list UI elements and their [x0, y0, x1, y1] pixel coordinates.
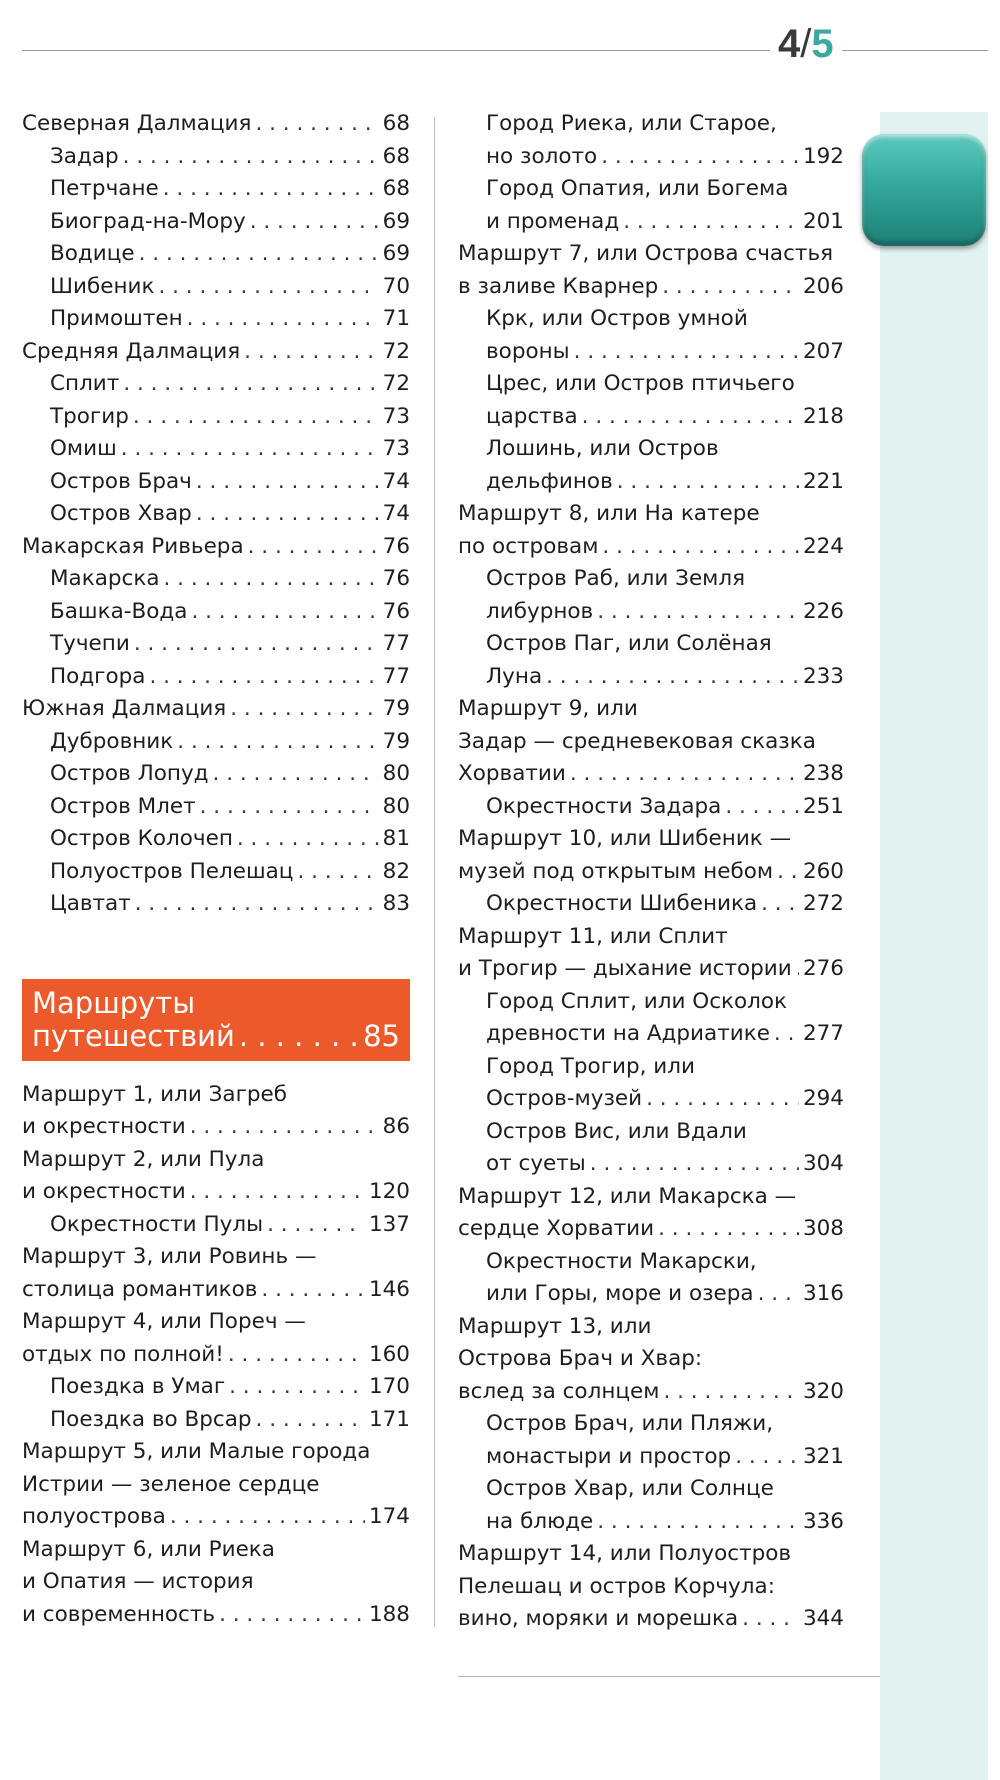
- toc-entry-title-line: сердце Хорватии: [458, 1216, 655, 1241]
- toc-page-number: 192: [802, 143, 844, 169]
- toc-entry[interactable]: [22, 1306, 410, 1371]
- toc-leader: [187, 303, 379, 336]
- toc-entry-title-line: Город Опатия, или Богема: [486, 176, 789, 201]
- toc-page-number: 120: [368, 1179, 410, 1204]
- toc-page-number: 72: [382, 371, 410, 396]
- toc-entry-title-line: Маршрут 1, или Загреб: [22, 1081, 288, 1107]
- toc-entry-title-line: Северная Далмация: [22, 111, 252, 136]
- toc-entry-title-line: Маршрут 14, или Полуостров: [458, 1541, 792, 1566]
- toc-page-number: 272: [802, 891, 844, 916]
- toc-entry[interactable]: [458, 368, 844, 433]
- toc-leader: [574, 336, 799, 369]
- toc-entry-title-line: Задар — средневековая сказка: [458, 728, 816, 754]
- toc-entry-title-line: или Горы, море и озера: [486, 1281, 754, 1306]
- toc-page-number: 73: [382, 403, 410, 429]
- toc-entry[interactable]: [458, 921, 844, 986]
- toc-page-number: 69: [382, 208, 410, 234]
- toc-leader: [244, 336, 378, 369]
- toc-entry-title-line: Дубровник: [50, 728, 174, 754]
- toc-entry[interactable]: [458, 888, 844, 921]
- toc-entry[interactable]: [22, 1534, 410, 1632]
- toc-leader: [777, 856, 799, 889]
- toc-entry-title-line: Пелешац и остров Корчула:: [458, 1573, 775, 1599]
- toc-leader: [177, 726, 378, 759]
- toc-page-number: 146: [368, 1276, 410, 1302]
- footer-rule: [458, 1676, 880, 1677]
- page-total: 5: [811, 22, 834, 66]
- section-title-line: Маршруты: [32, 985, 196, 1020]
- toc-entry-title-line: Примоштен: [50, 306, 183, 331]
- toc-leader: [261, 1274, 365, 1307]
- toc-page-number: 77: [382, 631, 410, 656]
- toc-leader: [196, 498, 379, 531]
- toc-page-number: 68: [382, 143, 410, 169]
- toc-entry-title-line: вино, моряки и морешка: [458, 1606, 739, 1631]
- toc-leader: [570, 758, 799, 791]
- toc-entry[interactable]: [458, 1473, 844, 1538]
- toc-page-number: 276: [802, 956, 844, 981]
- toc-page-number: 174: [368, 1504, 410, 1529]
- toc-leader: [239, 1020, 359, 1053]
- toc-entry-title-line: Остров Брач, или Пляжи,: [486, 1411, 774, 1436]
- toc-entry-title-line: Город Трогир, или: [486, 1053, 695, 1079]
- toc-entry[interactable]: [22, 173, 410, 206]
- toc-page-number: 304: [802, 1151, 844, 1176]
- toc-leader: [228, 1339, 365, 1372]
- toc-page-number: 80: [382, 761, 410, 786]
- toc-entry-title-line: Окрестности Макарски,: [486, 1248, 757, 1274]
- toc-leader: [617, 466, 799, 499]
- toc-entry[interactable]: [458, 1408, 844, 1473]
- toc-right-entries: [458, 108, 844, 1636]
- toc-leader: [663, 1376, 798, 1409]
- toc-page-number: 221: [802, 468, 844, 494]
- section-page-number: 85: [363, 1018, 400, 1053]
- toc-leader: [646, 1083, 799, 1116]
- toc-entry[interactable]: [22, 628, 410, 661]
- toc-entry-title-line: Макарская Ривьера: [22, 533, 244, 559]
- toc-entry-title-line: Остров Паг, или Солёная: [486, 631, 772, 656]
- toc-leader: [590, 1148, 799, 1181]
- toc-entry-title-line: Южная Далмация: [22, 696, 227, 721]
- toc-entry-title-line: Остров Лопуд: [50, 761, 209, 786]
- toc-page-number: 68: [382, 176, 410, 201]
- toc-page-number: 207: [802, 338, 844, 364]
- toc-page-number: 316: [802, 1281, 844, 1306]
- toc-entry[interactable]: [22, 531, 410, 564]
- toc-entry-title-line: Маршрут 5, или Малые города: [22, 1439, 371, 1464]
- toc-entry[interactable]: [458, 433, 844, 498]
- toc-leader: [229, 1371, 365, 1404]
- toc-entry-title-line: и окрестности: [22, 1179, 186, 1204]
- toc-entry-title-line: Остров Брач: [50, 468, 192, 494]
- toc-leader: [163, 173, 379, 206]
- toc-leader: [196, 466, 379, 499]
- toc-entry-title-line: Лошинь, или Остров: [486, 436, 719, 461]
- toc-entry[interactable]: [22, 823, 410, 856]
- toc-entry-title-line: Остров Хвар: [50, 501, 192, 526]
- toc-page-number: 79: [382, 728, 410, 754]
- toc-page-number: 233: [802, 663, 844, 689]
- toc-entry[interactable]: [458, 498, 844, 563]
- toc-entry-title-line: вороны: [486, 338, 570, 364]
- toc-page-number: 171: [368, 1406, 410, 1432]
- toc-entry[interactable]: [458, 1311, 844, 1409]
- toc-leader: [190, 1111, 379, 1144]
- chapter-tab-button[interactable]: [862, 134, 986, 246]
- toc-leader: [662, 271, 799, 304]
- toc-entry-title-line: Окрестности Задара: [486, 793, 722, 819]
- toc-entry-title-line: монастыри и простор: [486, 1443, 732, 1469]
- toc-leader: [149, 661, 378, 694]
- toc-leader: [725, 791, 799, 824]
- toc-entry-title-line: Остров Колочеп: [50, 826, 233, 851]
- toc-entry-title-line: Маршрут 12, или Макарска —: [458, 1183, 797, 1209]
- toc-entry[interactable]: [458, 563, 844, 628]
- toc-entry-title-line: по островам: [458, 533, 599, 559]
- toc-leader: [213, 758, 379, 791]
- toc-page-number: 321: [802, 1443, 844, 1469]
- toc-page-number: 188: [368, 1601, 410, 1627]
- toc-entry[interactable]: [458, 1051, 844, 1116]
- toc-leader: [164, 563, 379, 596]
- toc-entry[interactable]: [458, 173, 844, 238]
- toc-entry-title-line: Поездка в Умаг: [50, 1374, 226, 1399]
- toc-entry[interactable]: [22, 206, 410, 239]
- toc-entry-title-line: Маршрут 10, или Шибеник —: [458, 826, 792, 851]
- toc-page-number: 201: [802, 208, 844, 234]
- toc-entry[interactable]: [22, 563, 410, 596]
- toc-entry-title-line: Маршрут 11, или Сплит: [458, 923, 728, 949]
- toc-entry[interactable]: [22, 726, 410, 759]
- toc-entry-title-line: Окрестности Пулы: [50, 1211, 264, 1237]
- toc-page-number: 320: [802, 1378, 844, 1404]
- toc-entry[interactable]: [22, 1079, 410, 1144]
- toc-page-number: 83: [382, 891, 410, 916]
- toc-entry[interactable]: [22, 401, 410, 434]
- toc-left-entries: [22, 108, 410, 921]
- toc-leader: [230, 693, 378, 726]
- toc-entry-title-line: Хорватии: [458, 761, 566, 786]
- toc-entry-title-line: Маршрут 3, или Ровинь —: [22, 1244, 317, 1269]
- toc-page-number: 308: [802, 1216, 844, 1241]
- toc-leader: [250, 206, 379, 239]
- toc-page-number: 77: [382, 663, 410, 689]
- toc-entry-title-line: Крк, или Остров умной: [486, 306, 748, 331]
- toc-entry-title-line: Водице: [50, 241, 135, 266]
- toc-entry-title-line: Црес, или Остров птичьего: [486, 371, 795, 396]
- page-current: 4: [778, 22, 801, 66]
- toc-entry-title-line: Город Риека, или Старое,: [486, 111, 777, 136]
- toc-left-column: [22, 108, 410, 1631]
- toc-entry-title-line: царства: [486, 403, 578, 429]
- toc-leader: [267, 1209, 365, 1242]
- toc-entry-title-line: Окрестности Шибеника: [486, 891, 758, 916]
- toc-entry-title-line: Трогир: [50, 403, 129, 429]
- toc-leader: [135, 888, 379, 921]
- toc-page-number: 73: [382, 436, 410, 461]
- toc-entry[interactable]: [22, 1371, 410, 1404]
- toc-left-routes: [22, 1079, 410, 1632]
- toc-entry[interactable]: [22, 108, 410, 141]
- toc-entry[interactable]: [458, 238, 844, 303]
- toc-entry-title-line: вслед за солнцем: [458, 1378, 660, 1404]
- toc-entry-title-line: Шибеник: [50, 273, 155, 299]
- section-header-routes[interactable]: [22, 979, 410, 1061]
- toc-entry[interactable]: [22, 498, 410, 531]
- toc-page-number: 170: [368, 1374, 410, 1399]
- page-indicator: [770, 20, 842, 68]
- toc-page-number: 71: [382, 306, 410, 331]
- toc-entry[interactable]: [458, 693, 844, 791]
- toc-leader: [623, 206, 799, 239]
- toc-leader: [597, 596, 799, 629]
- toc-page-number: 79: [382, 696, 410, 721]
- toc-page-number: 82: [382, 858, 410, 884]
- toc-leader: [190, 1176, 365, 1209]
- toc-entry[interactable]: [22, 693, 410, 726]
- toc-page-number: 86: [382, 1114, 410, 1139]
- toc-entry-title-line: Маршрут 9, или: [458, 696, 638, 721]
- toc-page-number: 260: [802, 858, 844, 884]
- toc-right-column: [458, 108, 844, 1636]
- toc-entry-title-line: древности на Адриатике: [486, 1021, 770, 1046]
- toc-leader: [248, 531, 379, 564]
- toc-entry-title-line: Истрии — зеленое сердце: [22, 1471, 320, 1497]
- toc-leader: [237, 823, 379, 856]
- toc-page-number: 74: [382, 468, 410, 494]
- toc-entry[interactable]: [22, 141, 410, 174]
- toc-page-number: 76: [382, 533, 410, 559]
- toc-entry[interactable]: [22, 1241, 410, 1306]
- toc-entry-title-line: Маршрут 4, или Пореч —: [22, 1309, 306, 1334]
- toc-page-number: 336: [802, 1508, 844, 1534]
- toc-leader: [742, 1603, 799, 1636]
- toc-leader: [256, 1404, 365, 1437]
- toc-page-number: 76: [382, 566, 410, 591]
- toc-entry[interactable]: [22, 238, 410, 271]
- toc-entry-title-line: Луна: [486, 663, 543, 689]
- toc-leader: [123, 368, 378, 401]
- toc-page-number: 226: [802, 598, 844, 624]
- toc-entry-title-line: Острова Брач и Хвар:: [458, 1346, 703, 1371]
- toc-leader: [134, 628, 379, 661]
- toc-entry[interactable]: [458, 628, 844, 693]
- toc-entry-title-line: и окрестности: [22, 1114, 186, 1139]
- toc-entry-title-line: и променад: [486, 208, 620, 234]
- toc-entry-title-line: в заливе Кварнер: [458, 273, 659, 299]
- toc-leader: [796, 953, 799, 986]
- toc-entry-title-line: и Опатия — история: [22, 1569, 254, 1594]
- toc-entry[interactable]: [22, 1436, 410, 1534]
- toc-entry-title-line: либурнов: [486, 598, 594, 624]
- toc-entry[interactable]: [22, 596, 410, 629]
- toc-entry-title-line: дельфинов: [486, 468, 613, 494]
- toc-page-number: 80: [382, 793, 410, 819]
- toc-entry-title-line: Цавтат: [50, 891, 131, 916]
- toc-page-number: 206: [802, 273, 844, 299]
- toc-entry-title-line: Маршрут 2, или Пула: [22, 1146, 265, 1172]
- toc-entry-title-line: Остров Вис, или Вдали: [486, 1118, 747, 1144]
- toc-entry[interactable]: [458, 303, 844, 368]
- toc-entry-title-line: Петрчане: [50, 176, 159, 201]
- toc-entry-title-line: Тучепи: [50, 631, 130, 656]
- toc-leader: [735, 1441, 799, 1474]
- toc-page-number: 224: [802, 533, 844, 559]
- toc-entry[interactable]: [458, 1246, 844, 1311]
- toc-entry-title-line: полуострова: [22, 1504, 166, 1529]
- toc-entry-title-line: Город Сплит, или Осколок: [486, 988, 788, 1014]
- toc-entry-title-line: но золото: [486, 143, 598, 169]
- toc-leader: [297, 856, 378, 889]
- toc-entry-title-line: Маршрут 13, или: [458, 1313, 652, 1339]
- toc-entry-title-line: Маршрут 8, или На катере: [458, 501, 760, 526]
- column-divider: [434, 118, 435, 1626]
- toc-entry-title-line: Задар: [50, 143, 119, 169]
- toc-page-number: 70: [382, 273, 410, 299]
- toc-entry-title-line: Маршрут 7, или Острова счастья: [458, 241, 834, 266]
- toc-entry-title-line: Маршрут 6, или Риека: [22, 1536, 275, 1562]
- toc-entry-title-line: Сплит: [50, 371, 120, 396]
- toc-page-number: 69: [382, 241, 410, 266]
- toc-page-number: 76: [382, 598, 410, 624]
- toc-leader: [133, 401, 379, 434]
- toc-entry-title-line: Средняя Далмация: [22, 338, 241, 364]
- toc-entry[interactable]: [458, 1538, 844, 1636]
- toc-entry[interactable]: [458, 1181, 844, 1246]
- toc-entry-title-line: от суеты: [486, 1151, 586, 1176]
- toc-entry[interactable]: [458, 1116, 844, 1181]
- toc-leader: [758, 1278, 799, 1311]
- toc-entry-title-line: Макарска: [50, 566, 160, 591]
- toc-leader: [158, 271, 378, 304]
- toc-leader: [170, 1501, 365, 1534]
- toc-entry[interactable]: [458, 108, 844, 173]
- toc-page-number: 238: [802, 761, 844, 786]
- toc-leader: [602, 531, 799, 564]
- page-separator: /: [800, 22, 812, 66]
- toc-leader: [658, 1213, 799, 1246]
- toc-entry[interactable]: [22, 661, 410, 694]
- toc-page-number: 74: [382, 501, 410, 526]
- toc-entry[interactable]: [22, 758, 410, 791]
- toc-entry-title-line: и Трогир — дыхание истории: [458, 956, 792, 981]
- toc-entry[interactable]: [22, 433, 410, 466]
- toc-entry[interactable]: [458, 791, 844, 824]
- toc-leader: [219, 1599, 365, 1632]
- toc-entry-title-line: Башка-Вода: [50, 598, 188, 624]
- toc-leader: [200, 791, 379, 824]
- toc-entry[interactable]: [22, 1209, 410, 1242]
- toc-leader: [255, 108, 378, 141]
- toc-entry[interactable]: [22, 791, 410, 824]
- toc-entry-title-line: музей под открытым небом: [458, 858, 774, 884]
- toc-leader: [139, 238, 379, 271]
- toc-entry-title-line: Биоград-на-Мору: [50, 208, 246, 234]
- toc-entry[interactable]: [22, 466, 410, 499]
- toc-leader: [601, 141, 799, 174]
- toc-entry-title-line: столица романтиков: [22, 1276, 258, 1302]
- toc-entry-title-line: Омиш: [50, 436, 117, 461]
- toc-entry[interactable]: [458, 986, 844, 1051]
- toc-leader: [123, 141, 379, 174]
- toc-leader: [597, 1506, 799, 1539]
- toc-entry[interactable]: [22, 888, 410, 921]
- toc-entry[interactable]: [22, 336, 410, 369]
- toc-page-number: 218: [802, 403, 844, 429]
- section-title-line: путешествий: [32, 1018, 235, 1053]
- toc-entry-title-line: и современность: [22, 1601, 216, 1627]
- toc-entry[interactable]: [22, 271, 410, 304]
- toc-leader: [761, 888, 799, 921]
- toc-page-number: 251: [802, 793, 844, 819]
- toc-leader: [774, 1018, 799, 1051]
- side-strip: [880, 112, 988, 1780]
- toc-entry-title-line: Остров-музей: [486, 1086, 643, 1111]
- toc-entry-title-line: Остров Млет: [50, 793, 196, 819]
- toc-entry-title-line: Подгора: [50, 663, 146, 689]
- toc-entry[interactable]: [22, 1144, 410, 1209]
- toc-entry-title-line: Остров Хвар, или Солнце: [486, 1476, 774, 1501]
- toc-leader: [582, 401, 799, 434]
- toc-page-number: 72: [382, 338, 410, 364]
- toc-entry-title-line: Полуостров Пелешац: [50, 858, 294, 884]
- toc-page-number: 81: [382, 826, 410, 851]
- toc-entry[interactable]: [22, 856, 410, 889]
- toc-entry[interactable]: [458, 823, 844, 888]
- toc-page-number: 160: [368, 1341, 410, 1367]
- toc-entry[interactable]: [22, 368, 410, 401]
- toc-page-number: 344: [802, 1606, 844, 1631]
- toc-entry-title-line: на блюде: [486, 1508, 594, 1534]
- toc-entry-title-line: Остров Раб, или Земля: [486, 566, 746, 591]
- toc-page-number: 68: [382, 111, 410, 136]
- toc-page-number: 294: [802, 1086, 844, 1111]
- toc-page-number: 277: [802, 1021, 844, 1046]
- toc-entry-title-line: Поездка во Врсар: [50, 1406, 252, 1432]
- header-rule: [22, 50, 988, 51]
- toc-leader: [191, 596, 378, 629]
- toc-entry[interactable]: [22, 1404, 410, 1437]
- toc-leader: [546, 661, 799, 694]
- toc-entry[interactable]: [22, 303, 410, 336]
- toc-entry-title-line: отдых по полной!: [22, 1341, 224, 1367]
- toc-page-number: 137: [368, 1211, 410, 1237]
- toc-leader: [121, 433, 379, 466]
